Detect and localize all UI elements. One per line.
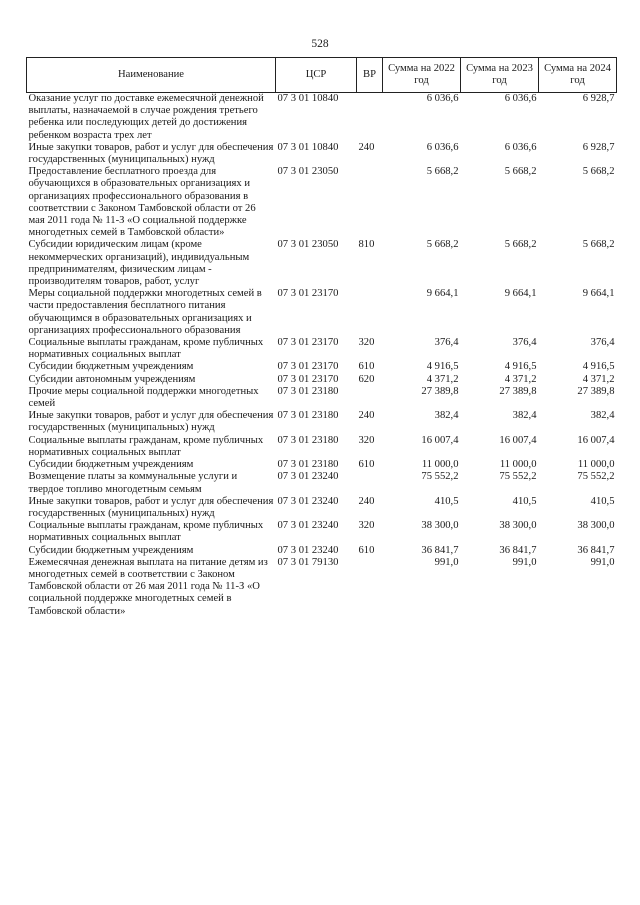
row-name: Предоставление бесплатного проезда для обучающихся в образовательных организациях и организациях профессионального образования в соответствии с Законом Тамбовской области от 26 мая 2011 года № 11-З «О социальной поддержке многодетных семей в Тамбовской области» [28,166,256,239]
table-row [27,386,617,410]
row-sum-2024: 410,5 [590,495,615,507]
row-name: Социальные выплаты гражданам, кроме публичных нормативных социальных выплат [28,520,264,544]
row-sum-2023: 410,5 [512,495,537,507]
row-sum-2024: 6 928,7 [582,93,615,104]
table-row [27,435,617,459]
row-sum-2023: 11 000,0 [499,459,537,471]
row-sum-2024: 9 664,1 [582,288,615,300]
row-csr: 07 3 01 23050 [277,239,339,251]
row-sum-2022: 27 389,8 [421,385,459,397]
row-name: Субсидии бюджетным учреждениям [28,544,194,556]
table-row [27,410,617,434]
row-vr [357,288,383,337]
row-sum-2024: 36 841,7 [577,544,615,556]
row-vr [357,93,383,142]
row-sum-2023: 991,0 [512,556,537,568]
row-vr: 610 [358,459,375,471]
row-sum-2023: 5 668,2 [504,166,537,178]
row-name: Субсидии бюджетным учреждениям [28,361,194,373]
header-csr: ЦСР [276,58,357,93]
header-sum-2024: Сумма на 2024 год [539,58,617,93]
row-csr: 07 3 01 23050 [277,166,339,178]
row-sum-2023: 38 300,0 [499,520,537,532]
row-sum-2024: 4 916,5 [582,361,615,373]
header-vr: ВР [357,58,383,93]
budget-table [26,57,617,618]
row-vr: 240 [358,410,375,422]
row-sum-2022: 6 036,6 [426,141,459,153]
row-sum-2022: 5 668,2 [426,166,459,178]
row-sum-2022: 5 668,2 [426,239,459,251]
row-name: Возмещение платы за коммунальные услуги и твердое топливо многодетным семьям [28,471,238,495]
row-sum-2024: 75 552,2 [577,471,615,483]
row-csr: 07 3 01 23170 [277,373,339,385]
row-sum-2022: 36 841,7 [421,544,459,556]
table-row [27,459,617,471]
row-sum-2023: 27 389,8 [499,385,537,397]
table-row [27,545,617,557]
row-sum-2023: 6 036,6 [504,93,537,104]
row-name: Ежемесячная денежная выплата на питание детям из многодетных семей в соответствии с Законом Тамбовской области от 26 мая 2011 года № 11-З «О социальной поддержке многодетных семей в Тамбовской области» [28,556,268,617]
row-sum-2022: 9 664,1 [426,288,459,300]
row-csr: 07 3 01 23240 [277,471,339,483]
table-header [27,58,617,93]
row-vr [357,166,383,239]
table-row [27,520,617,544]
table-row [27,239,617,288]
table-row [27,471,617,495]
row-sum-2024: 27 389,8 [577,385,615,397]
row-vr: 320 [358,337,375,349]
row-sum-2024: 991,0 [590,556,615,568]
table-row [27,166,617,239]
row-csr: 07 3 01 23240 [277,544,339,556]
row-name: Прочие меры социальной поддержки многодетных семей [28,385,259,410]
row-csr: 07 3 01 10840 [277,141,339,153]
row-sum-2022: 410,5 [434,495,459,507]
row-sum-2024: 6 928,7 [582,141,615,153]
row-sum-2023: 4 916,5 [504,361,537,373]
row-sum-2022: 75 552,2 [421,471,459,483]
row-sum-2023: 9 664,1 [504,288,537,300]
table-row [27,374,617,386]
row-vr: 320 [358,434,375,446]
row-sum-2023: 5 668,2 [504,239,537,251]
row-csr: 07 3 01 23170 [277,288,339,300]
row-vr: 320 [358,520,375,532]
row-sum-2024: 376,4 [590,337,615,349]
row-vr [357,386,383,410]
row-name: Иные закупки товаров, работ и услуг для обеспечения государственных (муниципальных) нужд [28,141,274,166]
page-number: 528 [311,38,329,50]
row-csr: 07 3 01 23180 [277,410,339,422]
row-sum-2023: 382,4 [512,410,537,422]
row-sum-2022: 4 916,5 [426,361,459,373]
row-sum-2024: 4 371,2 [582,373,615,385]
row-sum-2024: 38 300,0 [577,520,615,532]
row-name: Субсидии автономным учреждениям [28,373,196,385]
row-vr: 240 [358,495,375,507]
row-sum-2022: 11 000,0 [421,459,459,471]
row-sum-2022: 6 036,6 [426,93,459,104]
row-vr: 610 [358,361,375,373]
header-name: Наименование [27,58,276,93]
row-sum-2023: 75 552,2 [499,471,537,483]
table-row [27,288,617,337]
row-csr: 07 3 01 23170 [277,361,339,373]
table-row [27,557,617,618]
header-sum-2023: Сумма на 2023 год [461,58,539,93]
row-sum-2023: 376,4 [512,337,537,349]
row-name: Социальные выплаты гражданам, кроме публичных нормативных социальных выплат [28,434,264,458]
row-sum-2022: 38 300,0 [421,520,459,532]
row-name: Иные закупки товаров, работ и услуг для обеспечения государственных (муниципальных) нужд [28,410,274,434]
row-name: Меры социальной поддержки многодетных семей в части предоставления бесплатного питания обучающимся в образовательных организациях и организациях профессионального образования [28,288,262,336]
row-sum-2024: 16 007,4 [577,434,615,446]
row-name: Оказание услуг по доставке ежемесячной денежной выплаты, назначаемой в случае рождения третьего ребенка или последующих детей до достижения ребенком возраста трех лет [28,93,264,141]
row-sum-2024: 382,4 [590,410,615,422]
table-body [27,93,617,618]
row-sum-2023: 6 036,6 [504,141,537,153]
row-name: Субсидии бюджетным учреждениям [28,459,194,471]
row-name: Субсидии юридическим лицам (кроме некоммерческих организаций), индивидуальным предпринимателям, физическим лицам - производителям товаров, работ, услуг [28,239,250,288]
row-csr: 07 3 01 23180 [277,385,339,397]
row-sum-2024: 5 668,2 [582,166,615,178]
row-sum-2022: 382,4 [434,410,459,422]
row-sum-2022: 991,0 [434,556,459,568]
table-row [27,496,617,520]
row-vr [357,471,383,495]
row-csr: 07 3 01 23180 [277,459,339,471]
row-sum-2022: 16 007,4 [421,434,459,446]
row-sum-2022: 4 371,2 [426,373,459,385]
row-sum-2024: 11 000,0 [577,459,615,471]
row-sum-2023: 16 007,4 [499,434,537,446]
row-sum-2023: 36 841,7 [499,544,537,556]
row-sum-2022: 376,4 [434,337,459,349]
row-csr: 07 3 01 23170 [277,337,339,349]
row-csr: 07 3 01 10840 [277,93,339,104]
table-row [27,142,617,166]
row-vr [357,557,383,618]
row-vr: 620 [358,373,375,385]
row-vr: 610 [358,544,375,556]
row-sum-2023: 4 371,2 [504,373,537,385]
table-row [27,361,617,373]
row-name: Иные закупки товаров, работ и услуг для обеспечения государственных (муниципальных) нужд [28,495,274,519]
row-csr: 07 3 01 23180 [277,434,339,446]
row-csr: 07 3 01 23240 [277,495,339,507]
row-csr: 07 3 01 79130 [277,556,339,568]
table-row [27,337,617,361]
row-sum-2024: 5 668,2 [582,239,615,251]
row-vr: 240 [358,141,375,153]
row-name: Социальные выплаты гражданам, кроме публичных нормативных социальных выплат [28,337,264,361]
table-row [27,93,617,142]
row-vr: 810 [358,239,375,251]
row-csr: 07 3 01 23240 [277,520,339,532]
header-sum-2022: Сумма на 2022 год [383,58,461,93]
